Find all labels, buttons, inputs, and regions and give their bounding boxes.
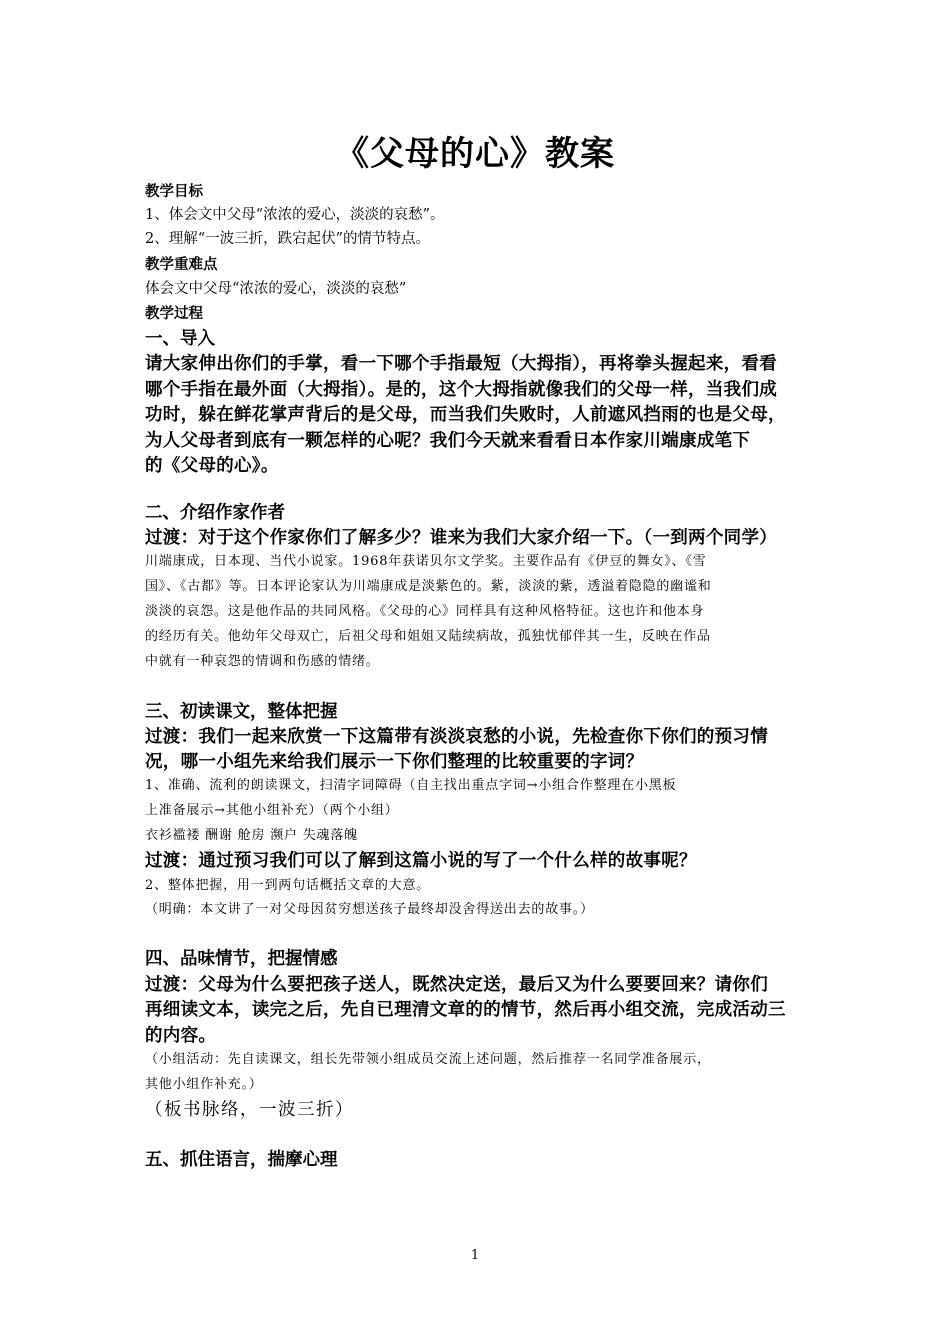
teaching-goals-heading: 教学目标 <box>145 184 203 200</box>
paragraph-line: （明确：本文讲了一对父母因贫穷想送孩子最终却没舍得送出去的故事。） <box>145 902 594 917</box>
paragraph-line: 上准备展示→其他小组补充）（两个小组） <box>145 803 399 818</box>
paragraph-line: 为人父母者到底有一颗怎样的心呢？我们今天就来看看日本作家川端康成笔下 <box>145 431 751 451</box>
transition-line: 的内容。 <box>145 1026 217 1046</box>
goal-item: 1、体会文中父母“浓浓的爱心，淡淡的哀愁”。 <box>145 207 445 223</box>
document-title: 《父母的心》教案 <box>335 134 615 174</box>
transition-line: 再细读文本，读完之后，先自已理清文章的的情节，然后再小组交流，完成活动三 <box>145 1000 786 1020</box>
paragraph-line: 川端康成，日本现、当代小说家。1968年获诺贝尔文学奖。主要作品有《伊豆的舞女》、《雪 <box>145 554 707 569</box>
blackboard-note: （板书脉络，一波三折） <box>145 1100 354 1120</box>
key-points-heading: 教学重难点 <box>145 257 218 273</box>
paragraph-line: 请大家伸出你们的手掌，看一下哪个手指最短（大拇指），再将拳头握起来，看看 <box>145 354 778 374</box>
section-heading: 二、介绍作家作者 <box>145 503 285 523</box>
paragraph-line: 国》、《古都》等。日本评论家认为川端康成是淡紫色的。紫，淡淡的紫，透溢着隐隐的幽谧和 <box>145 579 712 594</box>
section-heading: 一、导入 <box>145 329 215 349</box>
paragraph-line: 的经历有关。他幼年父母双亡，后祖父母和姐姐又陆续病故，孤独忧郁伴其一生，反映在作品 <box>145 629 711 644</box>
transition-line: 过渡：我们一起来欣赏一下这篇带有淡淡哀愁的小说，先检查你下你们的预习情 <box>145 727 768 747</box>
paragraph-line: 的《父母的心》。 <box>145 456 279 476</box>
section-heading: 五、抓住语言，揣摩心理 <box>145 1150 338 1170</box>
transition-line: 过渡：通过预习我们可以了解到这篇小说的写了一个什么样的故事呢？ <box>145 851 697 871</box>
goal-item: 2、理解“一波三折，跌宕起伏”的情节特点。 <box>145 231 431 247</box>
paragraph-line: 其他小组作补充。） <box>145 1077 263 1092</box>
page-number: 1 <box>470 1248 480 1263</box>
paragraph-line: 1、准确、流利的朗读课文，扫清字词障碍（自主找出重点字词→小组合作整理在小黑板 <box>145 778 677 793</box>
paragraph-line: 中就有一种哀怨的情调和伤感的情绪。 <box>145 654 380 669</box>
teaching-process-heading: 教学过程 <box>145 306 203 322</box>
key-points-text: 体会文中父母“浓浓的爱心，淡淡的哀愁” <box>145 281 407 297</box>
vocabulary-words: 衣衫褴褛 酬谢 舱房 濒户 失魂落魄 <box>145 828 358 843</box>
transition-line: 过渡：父母为什么要把孩子送人，既然决定送，最后又为什么要要回来？请你们 <box>145 975 768 995</box>
paragraph-line: 2、整体把握，用一到两句话概括文章的大意。 <box>145 878 431 893</box>
paragraph-line: 哪个手指在最外面（大拇指）。是的，这个大拇指就像我们的父母一样，当我们成 <box>145 380 778 400</box>
transition-line: 过渡：对于这个作家你们了解多少？谁来为我们大家介绍一下。（一到两个同学） <box>145 528 778 548</box>
transition-line: 况，哪一小组先来给我们展示一下你们整理的比较重要的字词？ <box>145 752 644 772</box>
paragraph-line: （小组活动：先自读课文，组长先带领小组成员交流上述问题，然后推荐一名同学准备展示， <box>145 1052 711 1067</box>
section-heading: 三、初读课文，整体把握 <box>145 702 338 722</box>
paragraph-line: 功时，躲在鲜花掌声背后的是父母，而当我们失败时，人前遮风挡雨的也是父母， <box>145 405 786 425</box>
section-heading: 四、品味情节，把握情感 <box>145 949 338 969</box>
paragraph-line: 淡淡的哀怨。这是他作品的共同风格。《父母的心》同样具有这种风格特征。这也许和他本身 <box>145 604 705 619</box>
